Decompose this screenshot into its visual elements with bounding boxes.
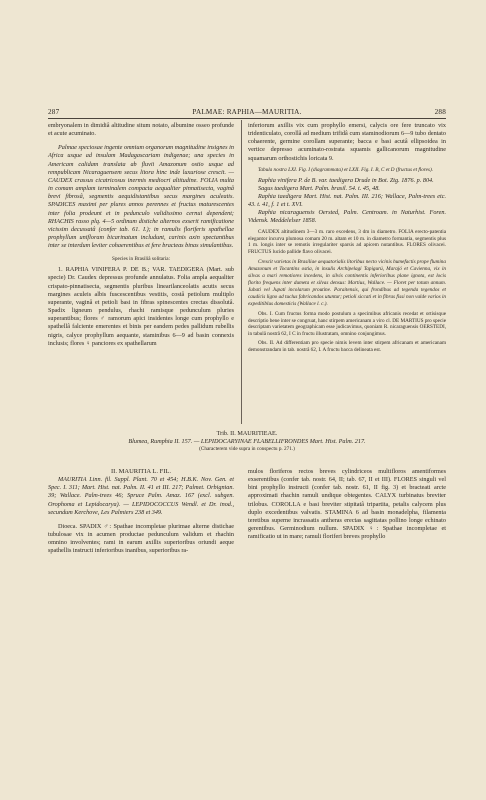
tribe-note: (Characterem vide supra in conspectu p. 271.) (199, 446, 295, 453)
genus-heading: II. MAURITIA L. FIL. (111, 468, 171, 475)
species-heading: Species in Brasiliâ solitaria: (111, 256, 171, 263)
lower-right-column (248, 468, 446, 541)
caudex-description: CAUDEX altitudinem 3—3 m. raro excedens, 3 dm in diametro. FOLIA erecto-patentia elegantor incurva plumosa comam 20 m. altam et 10 m. in diametro formantia, segmentis plus 1 m. longis inter se remotis irregulariter sparsis ad apicem nutantibus. FLORES olivacei. FRUCTUS lucido pallide flavo olivacei. (248, 228, 446, 256)
left-column (48, 122, 234, 348)
page-number-right: 288 (434, 108, 446, 116)
page-number-left: 287 (48, 108, 60, 116)
ref-2: Sagus taedigera Mart. Palm. brasil. 54. t. 45, 48. (258, 184, 380, 192)
genus-synonymy: MAURITIA Linn. fil. Suppl. Plant. 70 et 454; H.B.K. Nov. Gen. et Spec. I. 311; Mart. Hist. nat. Palm. II. 41 et III. 217; Palmet. Orbignian. 39; Wallace. Palm-trees 46; Spruce Palm. Amaz. 167 (excl. subgen. Orophoma et Lepidocarya). — LEPIDOCOCCUS Wendl. et Dr. inod., secundum Kerchove, Les Palmiers 238 et 349. (48, 476, 234, 516)
right-continued-paragraph: inferiorum axillis vix cum prophyllo emersi, calycis ore fere truncato vix tridenticulato, corollâ ad medium trifidâ cum staminodiorum 6—9 tubo dentato cohaerente, germine corollam superante; bacca e basi acutâ ellipsoidea in vertice depresso acuminato-rostrata squamis gallicanorum magnitudine squamarum orthostichis loricata 9. (248, 122, 446, 162)
ref-3: Raphia taedigera Mart. Hist. nat. Palm. III. 216; Wallace, Palm-trees etc. 43. t. 41, f. 1 et t. XVI. (248, 193, 446, 209)
species-description: 1. RAPHIA VINIFERA P. DE B.; VAR. TAEDIGERA (Mart. sub specie) Dr. Caudex depressus profunde annulatus. Folia ampla aequaliter crispato-pinnatisecta, segmentis pluribus linearilanceolatis acutis secus margines aculeis albis fuscescentibus vestitis, costâ petiolum multiplo superante, vaginâ et petioli basi in fibras spinescentes crectas dissolutâ. Spadix ligneum pendulus, rhachi ramisque pedunculum pluries superantibus; flores ♂ ramorum apici insidentes longe cum prophyllo e spathellâ falciente emerentes et binis per eandem pedes pallidum rubellis nigris, calyce prophyllum aequante, staminibus 6—9 ad basin connexis inclusis; flores ♀ panciores ex spathellarum (48, 266, 234, 347)
lower-left-column (48, 468, 234, 556)
column-divider (241, 120, 242, 424)
tribe-heading: Trib. II. MAURITIEAE. (216, 430, 278, 437)
ref-1: Raphia vinifera P. de B. var. taedigera Drude in Bot. Ztg. 1876. p. 804. (258, 176, 434, 184)
crescit-paragraph: Crescit varietas in Brasiliae aequatorialis litoribus necto vicinis humefactis prope flumina Amazonum et Tocantins ostia, in insulis Archipelagi Tapigurú, Marajó et Cavienna, vix in silvas a mari remotiores incedens, in silvis continentis inferioribus plane ignota, est locis florito frequens inter dumeta et silvas densus: Martius, Wallace. — Floret per totum annum. Jubati vel Jupati incolarum proutine. Paraitensis, qui frondibus ad tegenda tegendos et caudicis ligno ad tuclus fabricandos utuntur; petioli siccati et in fibras fissi non valde varios in expeditiblus domesticis (Wallace l. c.). (248, 259, 446, 307)
lower-right-paragraph: mulos floriferos rectos breves cylindriceos multifloros amentiformes exserentibus (confer tab. nostr. 64, II; tab. 67, II et III). FLORES singuli vel bini prophyllo instructi (confer tab. nostr. 61, II fig. 3) et bracteati arcte approximati rhachin ramuli undique obtegentes. CALYX turbinatus breviter trilobus. COROLLA e basi breviter stipitatâ tripartita, petalis calycem plus duplo excedentibus valvatis. STAMINA 6 ad basin monadelpha, filamenta teretibus superne incrassatis antheras erectas sagittatas pollino longe echinato gerentibus. Germinodium nullum. SPADIX ♀: Spathae incompletae et ramificatio ut in mare; ramuli floriferi breves prophyllo (248, 468, 446, 541)
genus-description: Palmae speciosae ingente omnium organorum magnitudine insignes in Africa usque ad insulam Madagascariam indigenae; una species in Americam calidam translata ab fluvii Amazonum ostio usque ad rempublicam Nicaraguensem secus litora hinc inde luxuriose crescit. — CAUDEX crassus cicatricosus inermis mediocri altitudine. FOLIA multa in comam amplam terminalem compacta aequaliter pinnatisecta, vaginâ brevi fibrosâ, segmentis aequidistantibus secus margines aculeatis. SPADICES maximi per plures annos perennes et fructus maturescentes inter folia prodeunt et in pedunculo validissimo cernui dependent; RHACHIS rasso plq. 4—5 ordinum distiche alternos exserit ramificatione vicissim decussatâ (confer tab. 61. I.); in ramulis floriferis spathellae prophyllum unifloram bicarinatum includunt, carinis axin spectantibus inter se interdum leviter cohaerentibus et fere bracteas binas simulantibus. (48, 144, 234, 250)
running-title: PALMAE: RAPHIA—MAURITIA. (192, 108, 302, 116)
tribe-block (48, 430, 446, 453)
tabula-reference: Tabula nostra LXI. Fig. I (diagrammata) et LXII. Fig. I. B, C et D (fructus et flores). (258, 166, 433, 173)
ref-4: Raphia nicaraguensis Oersted, Palm. Centroam. in Naturhist. Foren. Vidensk. Meddelelser 1858. (248, 209, 446, 225)
header-rule (48, 118, 446, 119)
left-continued-paragraph: embryonalem in dimidiâ altitudine situm notato, albumine osseo profunde et acute acuminato. (48, 122, 234, 138)
tribe-citation: Blumea, Rumphia II. 157. — LEPIDOCARYINAE FLABELLIFRONDES Mart. Hist. Palm. 217. (128, 438, 366, 446)
observation-1: Obs. I. Cum fructus forma modo postulum a specimibus africanis recedat et ortisisque descriptio bene inter se congruat, hanc stirpem americanam a viro cl. DE MARTIUS pro specie descriptam varietatem geographicam esse judicavimus, quoniam R. nicaraguensis OERSTEDI, in tabulâ nostrâ 62, I C in fructu illustratam, omnino conjungimus. (248, 310, 446, 338)
right-column (248, 122, 446, 354)
genus-dioeca-description: Dioeca. SPADIX ♂: Spathae incompletae plurimae alterne distichae tubulosae vix in acumen productae pedunculum validum et rhachin omnino involventes; rami in earum axillis superioribus oriundi aeque spathellis instructi inferioribus inanibus, superioribus ra- (48, 522, 234, 555)
observation-2: Obs. II. Ad differentiam pro specie nimis levem inter stirpem africanam et americanam demonstrandam in tab. nostrâ 62, I. A fructu bacca delineata est. (248, 340, 446, 354)
